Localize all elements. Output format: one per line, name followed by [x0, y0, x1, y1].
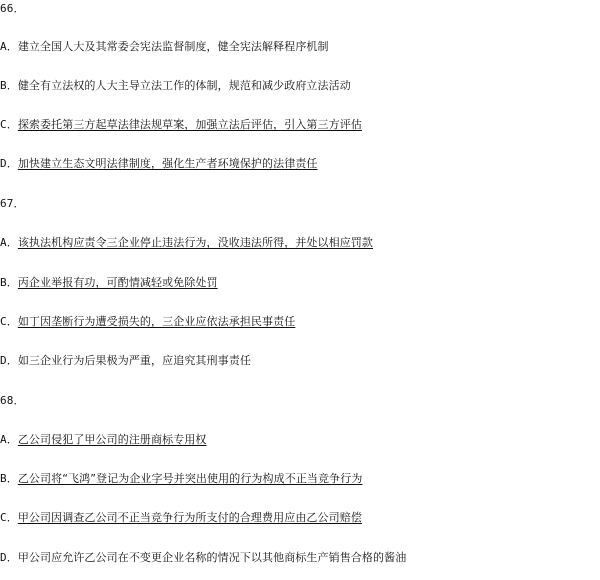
option-text: 丙企业举报有功，可酌情减轻或免除处罚 [17, 276, 218, 289]
option-text: 甲公司应允许乙公司在不变更企业名称的情况下以其他商标生产销售合格的酱油 [17, 551, 407, 564]
option-67-d: D．如三企业行为后果极为严重，应追究其刑事责任 [0, 354, 251, 367]
option-67-b: B．丙企业举报有功，可酌情减轻或免除处罚 [0, 276, 218, 289]
option-text: 健全有立法权的人大主导立法工作的体制，规范和减少政府立法活动 [17, 79, 351, 92]
question-number: 68． [0, 394, 25, 407]
question-number: 67． [0, 197, 25, 210]
option-68-a: A．乙公司侵犯了甲公司的注册商标专用权 [0, 433, 207, 446]
option-67-c: C．如丁因垄断行为遭受损失的，三企业应依法承担民事责任 [0, 315, 296, 328]
option-68-b: B．乙公司将“飞鸿”登记为企业字号并突出使用的行为构成不正当竞争行为 [0, 472, 363, 485]
option-text: 如丁因垄断行为遭受损失的，三企业应依法承担民事责任 [17, 315, 296, 328]
option-text: 甲公司因调查乙公司不正当竞争行为所支付的合理费用应由乙公司赔偿 [17, 511, 362, 524]
option-66-a: A．建立全国人大及其常委会宪法监督制度，健全宪法解释程序机制 [0, 40, 329, 53]
option-66-d: D．加快建立生态文明法律制度，强化生产者环境保护的法律责任 [0, 157, 318, 170]
option-text: 乙公司侵犯了甲公司的注册商标专用权 [17, 433, 207, 446]
option-text: 加快建立生态文明法律制度，强化生产者环境保护的法律责任 [17, 157, 318, 170]
option-text: 乙公司将“飞鸿”登记为企业字号并突出使用的行为构成不正当竞争行为 [17, 472, 363, 485]
option-67-a: A．该执法机构应责令三企业停止违法行为，没收违法所得，并处以相应罚款 [0, 236, 374, 249]
option-text: 该执法机构应责令三企业停止违法行为，没收违法所得，并处以相应罚款 [17, 236, 374, 249]
question-number: 66． [0, 2, 25, 15]
option-text: 探索委托第三方起草法律法规草案，加强立法后评估，引入第三方评估 [17, 118, 362, 131]
option-66-c: C．探索委托第三方起草法律法规草案，加强立法后评估，引入第三方评估 [0, 118, 362, 131]
option-text: 建立全国人大及其常委会宪法监督制度，健全宪法解释程序机制 [17, 40, 329, 53]
option-66-b: B．健全有立法权的人大主导立法工作的体制，规范和减少政府立法活动 [0, 79, 351, 92]
option-68-d: D．甲公司应允许乙公司在不变更企业名称的情况下以其他商标生产销售合格的酱油 [0, 551, 407, 564]
option-68-c: C．甲公司因调查乙公司不正当竞争行为所支付的合理费用应由乙公司赔偿 [0, 511, 362, 524]
option-text: 如三企业行为后果极为严重，应追究其刑事责任 [17, 354, 251, 367]
